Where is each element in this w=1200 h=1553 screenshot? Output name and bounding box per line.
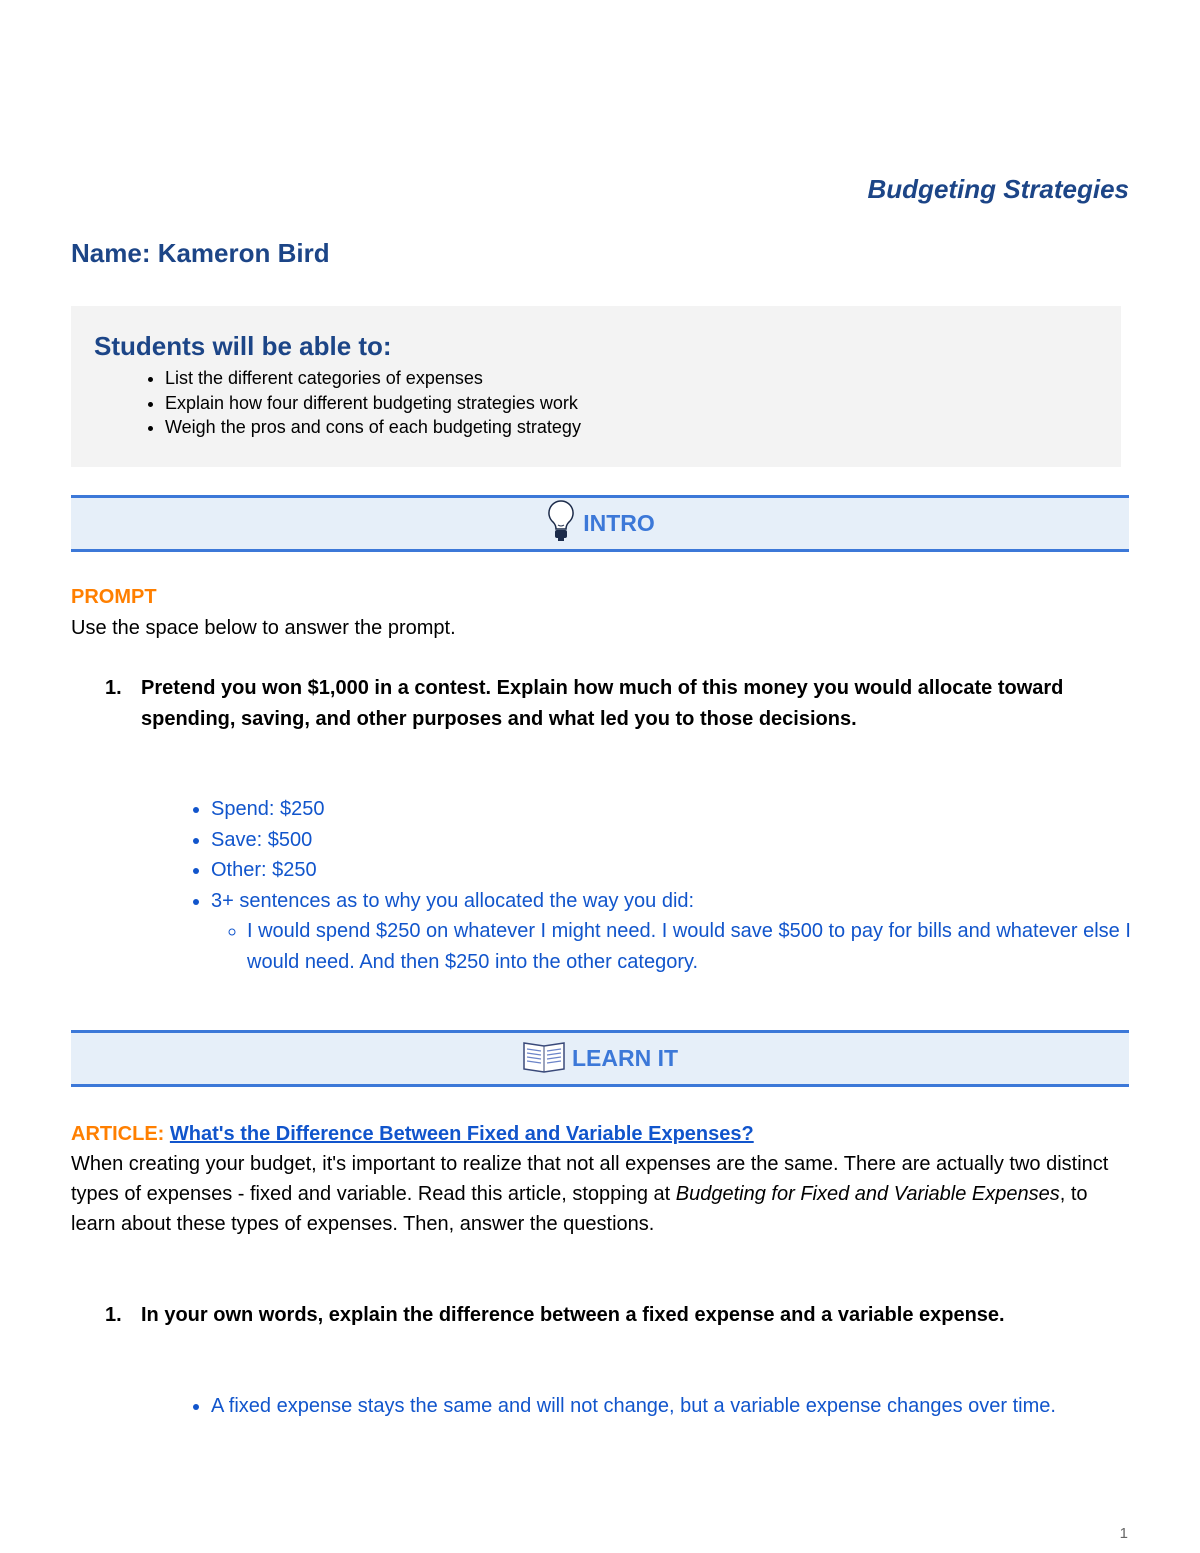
student-name: Name: Kameron Bird — [71, 238, 330, 268]
prompt-label: PROMPT — [71, 586, 157, 608]
page-number: 1 — [1119, 1525, 1128, 1542]
answer-item: • Spend: $250 — [211, 794, 1161, 825]
article-link[interactable]: What's the Difference Between Fixed and Variable Expenses? — [169, 1123, 754, 1145]
learn-question — [105, 1300, 1085, 1331]
objective-item: • Weigh the pros and cons of each budgeting strategy — [165, 415, 581, 440]
question-text: In your own words, explain the difference between a fixed expense and a variable expense. — [141, 1304, 1005, 1326]
answer-item: • Save: $500 — [211, 825, 1161, 856]
open-book-icon — [522, 1039, 566, 1078]
description-text: When creating your budget, it's important to realize that not all expenses are the same. There are actually two distinct types of expenses - fixed and variable. Read this article, stopping at — [71, 1153, 1109, 1205]
intro-question — [105, 673, 1085, 734]
question-number: 1. — [105, 677, 122, 699]
answer-item: • A fixed expense stays the same and will not change, but a variable expense changes over time. — [211, 1391, 1161, 1422]
article-label: ARTICLE: — [71, 1123, 165, 1145]
intro-answers — [176, 794, 1161, 977]
question-number: 1. — [105, 1304, 122, 1326]
learn-it-banner-label: LEARN IT — [571, 1045, 679, 1071]
document-title: Budgeting Strategies — [867, 174, 1129, 204]
sub-answer: ◦ I would spend $250 on whatever I might need. I would save $500 to pay for bills and whatever else I would need. And then $250 into the other category. — [247, 916, 1161, 977]
answer-item: 3+ sentences as to why you allocated the way you did: — [211, 889, 695, 912]
answer-item: • Other: $250 — [211, 855, 1161, 886]
intro-banner — [71, 495, 1129, 552]
objectives-box — [71, 306, 1121, 467]
lightbulb-icon — [545, 498, 577, 549]
article-section — [71, 1119, 1129, 1239]
prompt-instruction: Use the space below to answer the prompt. — [71, 617, 456, 639]
intro-banner-label: INTRO — [583, 510, 655, 536]
description-text: , to learn about these types of expenses. Then, answer the questions. — [71, 1183, 1088, 1235]
objectives-heading: Students will be able to: — [94, 331, 392, 361]
objective-item: • Explain how four different budgeting strategies work — [165, 391, 581, 416]
objective-item: • List the different categories of expenses — [165, 366, 581, 391]
article-description — [71, 1149, 1129, 1239]
question-text: Pretend you won $1,000 in a contest. Explain how much of this money you would allocate toward spending, saving, and other purposes and what led you to those decisions. — [141, 677, 1064, 730]
learn-it-banner — [71, 1030, 1129, 1087]
description-italic: Budgeting for Fixed and Variable Expenses — [675, 1183, 1060, 1205]
learn-answers — [176, 1391, 1161, 1422]
